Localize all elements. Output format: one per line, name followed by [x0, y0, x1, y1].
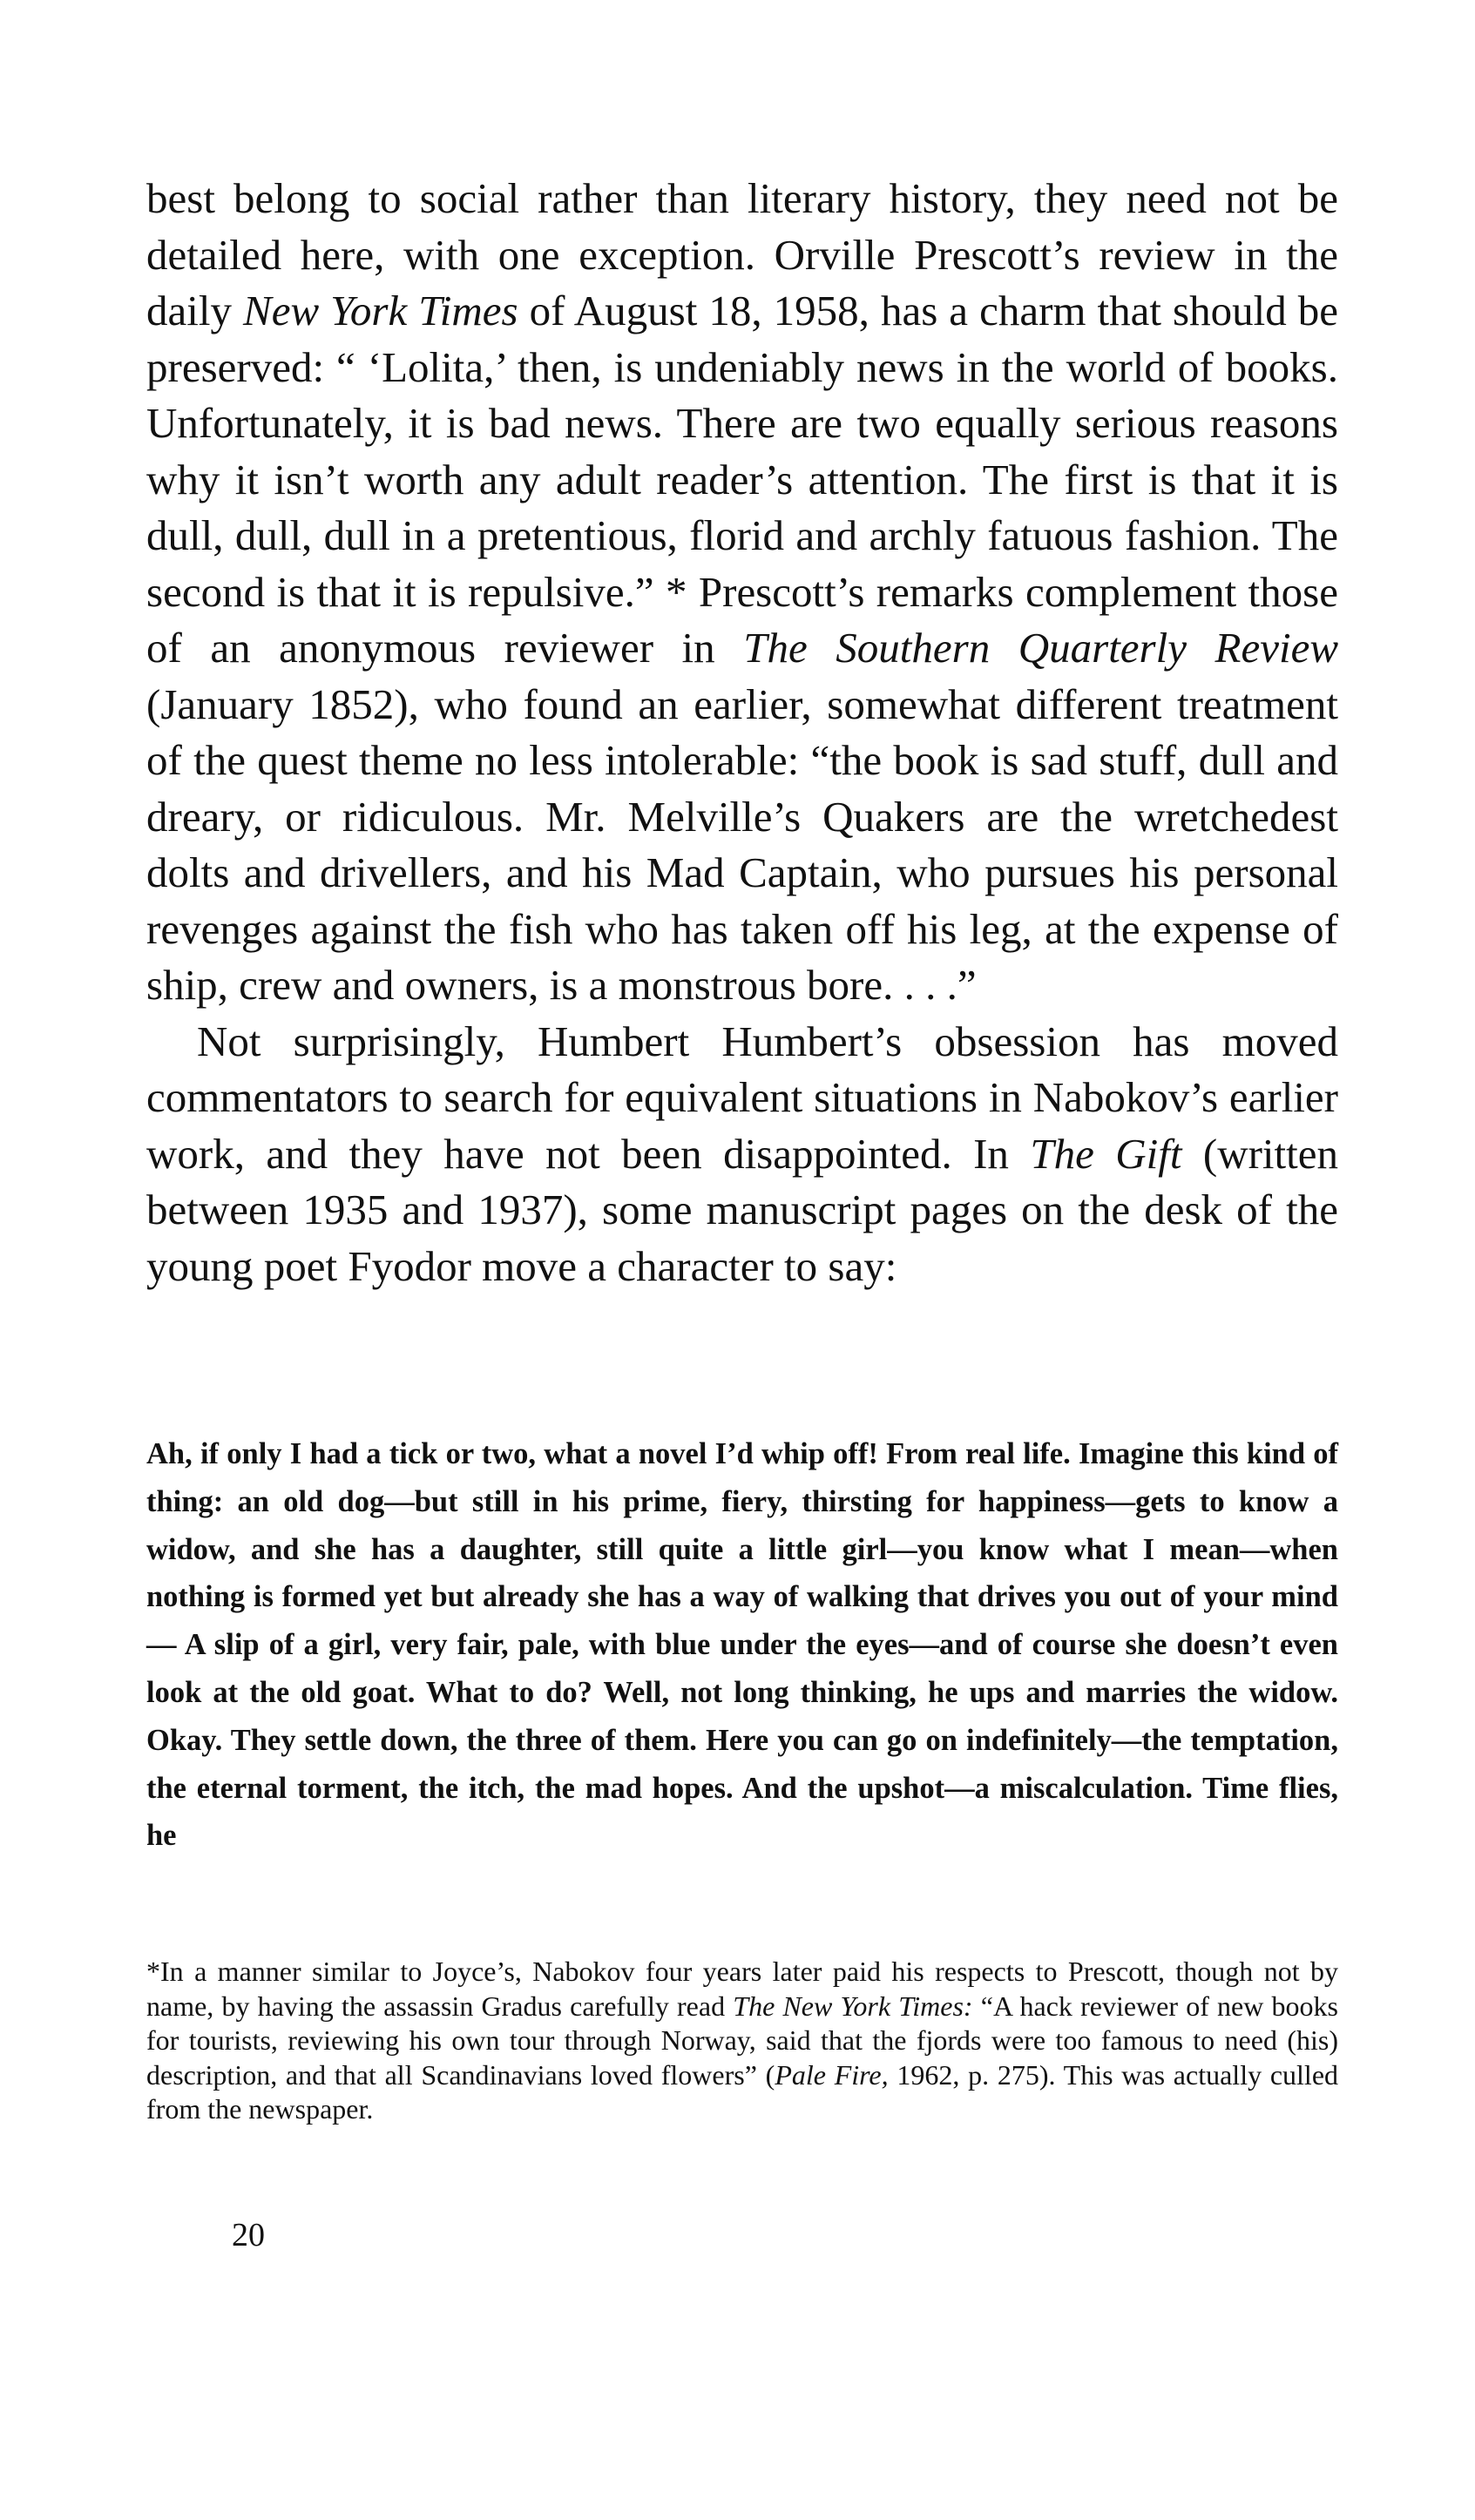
page-number: 20	[232, 2217, 265, 2253]
italic-title-the-gift: The Gift	[1030, 1129, 1182, 1178]
text-run: best belong to social rather than literary history, they need not be detailed here, with one exception. Orville Prescott’s review in the daily	[146, 174, 1338, 334]
italic-title-pale-fire: Pale Fire,	[775, 2058, 889, 2091]
text-run: (January 1852), who found an earlier, somewhat different treatment of the quest theme no less intolerable: “the book is sad stuff, dull and dreary, or ridiculous. Mr. Melville’s Quakers are the wretchedest dolts and drivellers, and his Mad Captain, who pursues his personal revenges against the fish who has taken off his leg, at the expense of ship, crew and owners, is a monstrous bore. . . .”	[146, 679, 1338, 1009]
block-quote: Ah, if only I had a tick or two, what a novel I’d whip off! From real life. Imagine this kind of thing: an old dog—but still in his prime, fiery, thirsting for happiness—gets to know a widow, and she has a daughter, still quite a little girl—you know what I mean—when nothing is formed yet but already she has a way of walking that drives you out of your mind— A slip of a girl, very fair, pale, with blue under the eyes—and of course she doesn’t even look at the old goat. What to do? Well, not long thinking, he ups and marries the widow. Okay. They settle down, the three of them. Here you can go on indefinitely—the temptation, the eternal torment, the itch, the mad hopes. And the upshot—a miscalculation. Time flies, he	[146, 1437, 1338, 1853]
paragraph-continued	[146, 171, 1338, 1014]
footnote	[146, 1955, 1338, 2127]
paragraph-humbert	[146, 1014, 1338, 1295]
text-run: (written between 1935 and 1937), some manuscript pages on the desk of the young poet Fyodor move a character to say:	[146, 1129, 1338, 1290]
text-run: “A hack reviewer of new books for tourists, reviewing his own tour through Norway, said that the fjords were too famous to need (his) description, and that all Scandinavians loved flowers” (	[146, 1990, 1339, 2091]
main-text	[146, 171, 1338, 1294]
text-run: *In a manner similar to Joyce’s, Nabokov four years later paid his respects to Prescott, though not by name, by having the assassin Gradus carefully read	[146, 1956, 1338, 2022]
text-run: of August 18, 1958, has a charm that should be preserved: “ ‘Lolita,’ then, is undeniably news in the world of books. Unfortunately, it is bad news. There are two equally serious reasons why it isn’t worth any adult reader’s attention. The first is that it is dull, dull, dull in a pretentious, florid and archly fatuous fashion. The second is that it is repulsive.” * Prescott’s remarks complement those of an anonymous reviewer in	[146, 287, 1338, 672]
text-run: Not surprisingly, Humbert Humbert’s obsession has moved commentators to search for equivalent situations in Nabokov’s earlier work, and they have not been disappointed. In	[146, 1017, 1338, 1178]
text-run: 1962, p. 275). This was actually culled from the newspaper.	[146, 2058, 1339, 2125]
italic-title-nyt: The New York Times:	[733, 1990, 973, 2022]
italic-title-southern-quarterly-review: The Southern Quarterly Review	[743, 624, 1339, 672]
italic-title-new-york-times: New York Times	[243, 287, 518, 334]
